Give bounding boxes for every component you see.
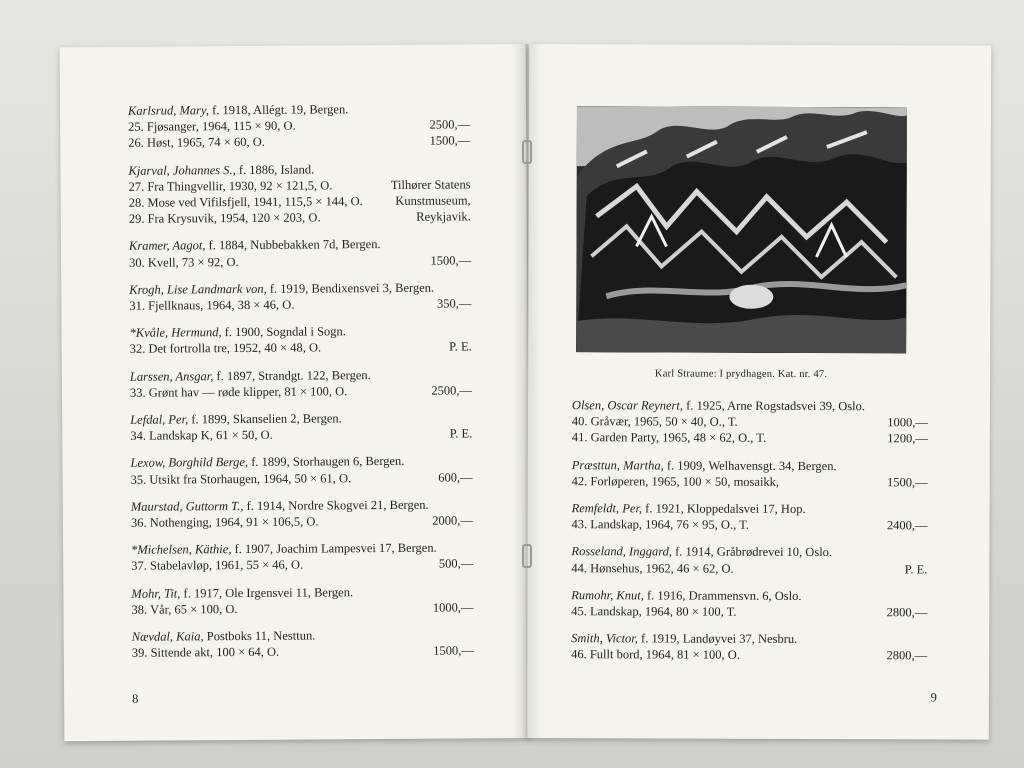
catalogue-entry [571,587,927,621]
artist-line [571,630,927,647]
artist-details: f. 1919, Bendixensvei 3, Bergen. [266,280,435,296]
artist-name: Karlsrud, Mary, [127,103,210,118]
artwork-title: 41. Garden Party, 1965, 48 × 62, O., T. [571,430,767,446]
ownership-note: Reykjavik. [416,209,471,224]
artwork-title: 28. Mose ved Vifilsfjell, 1941, 115,5 × 144, O. [128,194,363,210]
artwork-title: 33. Grønt hav — røde klipper, 81 × 100, O. [129,384,348,400]
artist-details: f. 1900, Sogndal i Sogn. [221,324,346,340]
artist-name: Remfeldt, Per, [571,501,643,516]
artwork-price: 600,— [438,470,473,485]
artist-details: f. 1918, Allégt. 19, Bergen. [208,102,349,118]
catalogue-entry [132,626,474,661]
artwork-price: 2000,— [432,513,473,528]
artwork-price: 1000,— [887,415,928,430]
artwork-title: 43. Landskap, 1964, 76 × 95, O., T. [571,517,749,532]
artwork-row [130,339,472,358]
artwork-price: 1500,— [429,133,471,149]
catalogue-entry [129,279,471,314]
artist-name: Lefdal, Per, [130,412,189,427]
artwork-title: 40. Gråvær, 1965, 50 × 40, O., T. [571,414,738,429]
artwork-row [571,603,927,620]
ownership-note: Tilhører Statens [390,177,471,192]
catalogue-entry [572,500,928,534]
artwork-row [571,647,927,664]
artwork-price: 500,— [438,556,474,572]
catalogue-entry [128,100,470,151]
catalogue-entry [572,397,928,447]
catalogue-entry [131,496,473,531]
catalogue-entry [572,457,928,491]
artist-name: *Kvåle, Hermund, [129,325,222,341]
staple-top [522,140,532,164]
artwork-title: 26. Høst, 1965, 74 × 60, O. [128,135,265,151]
right-page-entries [571,397,928,675]
artist-details: f. 1909, Welhavensgt. 34, Bergen. [663,458,837,473]
artwork-price: 1500,— [430,253,472,268]
artist-name: Smith, Victor, [571,631,638,646]
artwork-price: 2800,— [886,605,928,620]
artist-details: f. 1916, Drammensvn. 6, Oslo. [643,588,802,603]
artwork-title: 35. Utsikt fra Storhaugen, 1964, 50 × 61, O. [130,470,352,487]
artwork-row [131,512,473,531]
artwork-title: 44. Hønsehus, 1962, 46 × 62, O. [571,560,734,576]
artist-details: f. 1899, Storhaugen 6, Bergen. [248,454,405,470]
artwork-row [572,516,928,533]
artwork-title: 34. Landskap K, 61 × 50, O. [130,428,273,444]
artwork-row [131,469,473,488]
artwork-price: 1200,— [887,431,928,446]
catalogue-entry [131,540,473,575]
artist-details: f. 1917, Ole Irgensvei 11, Bergen. [180,584,354,601]
artwork-title: 36. Nothenging, 1964, 91 × 106,5, O. [130,514,319,530]
artwork-row [572,430,928,447]
artwork-title: 38. Vår, 65 × 100, O. [131,601,238,617]
artwork-row [129,209,471,228]
artist-details: f. 1897, Strandgt. 122, Bergen. [213,367,371,383]
artwork-title: 27. Fra Thingvellir, 1930, 92 × 121,5, O. [128,178,333,194]
artwork-price: 1000,— [432,600,474,615]
artwork-title: 37. Stabelavløp, 1961, 55 × 46, O. [131,558,304,574]
artwork-title: 46. Fullt bord, 1964, 81 × 100, O. [571,647,740,663]
artwork-price: 2500,— [429,117,471,132]
artist-name: *Michelsen, Käthie, [131,542,232,558]
artist-name: Larssen, Ansgar, [129,368,214,384]
catalogue-entry [130,323,472,358]
left-page [60,44,531,741]
artist-line [572,397,928,414]
artwork-row [128,133,470,152]
artwork-price: 2400,— [886,518,928,533]
artist-line [572,500,928,517]
artwork-price: 1500,— [887,475,928,490]
ownership-note: Kunstmuseum, [395,193,471,208]
catalogue-entry [131,583,473,618]
artist-name: Maurstad, Guttorm T., [130,498,244,514]
artwork-row [572,413,928,430]
artist-name: Rosseland, Inggard, [571,544,673,559]
artwork-title: 29. Fra Krysuvik, 1954, 120 × 203, O. [128,210,321,227]
artist-name: Mohr, Tit, [131,586,181,601]
artist-line [571,587,927,604]
left-page-entries [128,100,474,672]
artwork-title: 31. Fjellknaus, 1964, 38 × 46, O. [129,297,295,313]
artist-name: Præsttun, Martha, [571,457,664,473]
artwork-price: P. E. [904,561,928,577]
artwork-row [132,643,474,662]
open-catalogue-booklet [52,44,996,738]
artwork-title: 32. Det fortrolla tre, 1952, 40 × 48, O. [129,340,322,357]
catalogue-entry [128,160,470,227]
catalogue-entry [571,630,927,664]
artwork-title: 42. Forløperen, 1965, 100 × 50, mosaikk, [571,473,780,489]
illustration-caption: Karl Straume: I prydhagen. Kat. nr. 47. [654,368,828,381]
artwork-row [131,556,473,575]
right-page-number: 9 [930,690,937,705]
artwork-price: P. E. [449,426,473,441]
artist-name: Krogh, Lise Landmark von, [129,281,267,297]
artist-details: f. 1899, Skanselien 2, Bergen. [188,411,342,427]
artist-details: f. 1925, Arne Rogstadsvei 39, Oslo. [683,398,866,414]
artwork-title: 39. Sittende akt, 100 × 64, O. [131,645,280,661]
staple-bottom [522,544,532,568]
artist-details: f. 1921, Kloppedalsvei 17, Hop. [642,501,806,516]
artist-details: f. 1914, Gråbrødrevei 10, Oslo. [671,544,833,560]
artist-name: Kjarval, Johannes S., [128,162,236,178]
painting-illustration [576,106,907,353]
artist-details: f. 1886, Island. [235,162,315,177]
artist-name: Rumohr, Knut, [571,587,644,603]
artwork-price: 2500,— [431,383,473,398]
artwork-price: 350,— [436,296,472,311]
artist-name: Lexow, Borghild Berge, [130,455,249,471]
artwork-price: 1500,— [433,643,474,658]
artwork-row [129,295,471,314]
artist-details: f. 1914, Nordre Skogvei 21, Bergen. [243,497,429,513]
artist-line [571,544,927,561]
catalogue-entry [571,544,927,578]
artwork-title: 45. Landskap, 1964, 80 × 100, T. [571,604,737,619]
artist-details: Postboks 11, Nesttun. [203,628,316,644]
artwork-row [130,382,472,401]
painting-image [576,106,907,353]
artwork-title: 30. Kvell, 73 × 92, O. [129,254,239,270]
artist-details: f. 1919, Landøyvei 37, Nesbru. [637,631,798,647]
catalogue-entry [130,409,472,444]
artwork-row [129,252,471,271]
artwork-row [131,599,473,618]
artist-name: Olsen, Oscar Reynert, [571,398,684,413]
catalogue-entry [129,236,471,271]
right-page [527,44,991,740]
artwork-row [130,426,472,445]
artwork-title: 25. Fjøsanger, 1964, 115 × 90, O. [128,118,296,134]
artist-name: Nævdal, Kaia, [131,629,204,644]
artist-details: f. 1884, Nubbebakken 7d, Bergen. [205,237,381,253]
catalogue-entry [130,453,472,488]
artwork-row [571,560,927,577]
artwork-price: P. E. [449,339,472,354]
artwork-row [572,473,928,490]
left-page-number: 8 [132,691,139,706]
artist-details: f. 1907, Joachim Lampesvei 17, Bergen. [231,540,437,557]
catalogue-entry [130,366,472,401]
artist-name: Kramer, Aagot, [128,238,206,254]
artwork-price: 2800,— [886,648,928,663]
artist-line [572,457,928,474]
